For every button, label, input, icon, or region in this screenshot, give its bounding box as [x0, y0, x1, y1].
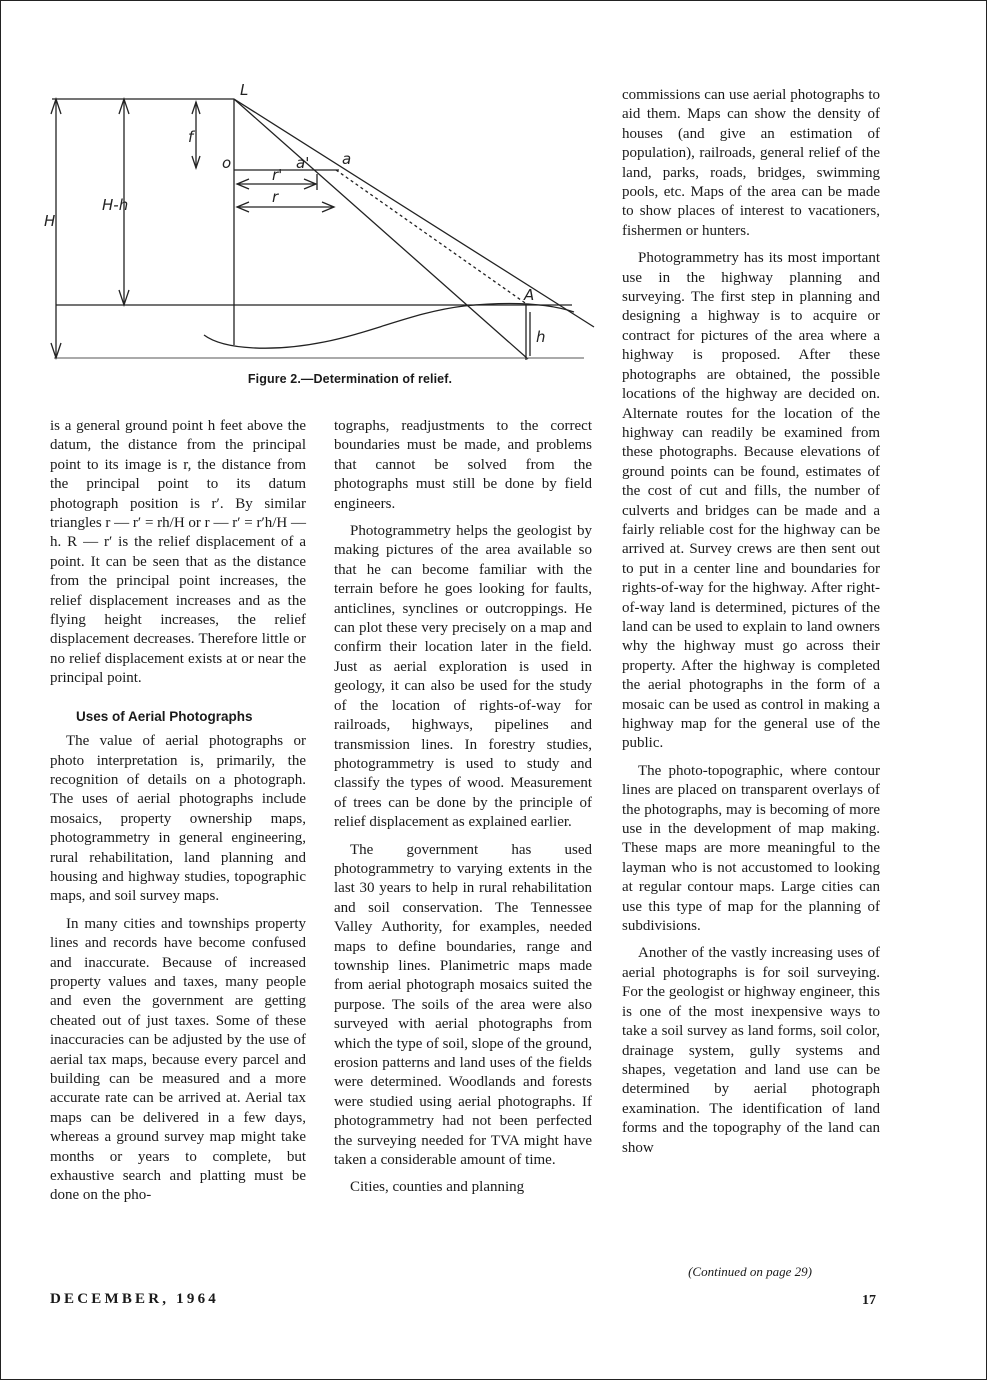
relief-figure: [44, 80, 600, 380]
paragraph: Photogrammetry helps the geologist by making pictures of the area available so that he can become familiar with the terrain before he goes looking for faults, anticlines, synclines or outcroppings. He can plot these very precisely on a map and confirm their location later in the field. Just as aerial exploration is used in geology, it can also be used for the study of the location of rights-of-way for railroads, highways, pipelines and transmission lines. In forestry studies, photogrammetry is used to study and classify the types of wood. Measurement of trees can be done by the principle of relief displacement as explained earlier.: [334, 523, 592, 831]
ray-to-datum: [234, 99, 528, 359]
paragraph: The value of aerial photographs or photo interpretation is, primarily, the recognition of details on a photograph. The uses of aerial photographs include mosaics, property ownership maps, photogrammetry in general engineering, rural rehabilitation, land planning and housing and highway studies, topographic maps, and soil survey maps.: [50, 733, 306, 905]
paragraph: is a general ground point h feet above the datum, the distance from the principal point to its image is r, the distance from the principal point to its datum photograph position is r′. By similar triangles r — r′ = rh/H or r — r′ = r′h/H — h. R — r′ is the relief displacement of a point. It can be seen that as the distance from the principal point increases, the relief displacement increases and as the flying height increases, the relief displacement decreases. Therefore little or no relief displacement exists at or near the principal point.: [50, 418, 306, 687]
page-number: 17: [862, 1293, 876, 1308]
paragraph: The photo-topographic, where contour lines are placed on transparent overlays of the photographs, may is becoming of more use in the development of map making. These maps are more meaningful to the layman who is not accustomed to looking at regular contour maps. Large cities can use this type of map for the planning of subdivisions.: [622, 762, 880, 935]
label-h: h: [536, 328, 546, 346]
figure-caption: Figure 2.—Determination of relief.: [247, 372, 453, 386]
relief-diagram: [44, 80, 600, 380]
ray-to-ground-point: [234, 99, 594, 327]
issue-date: DECEMBER, 1964: [50, 1291, 219, 1307]
column-2: [334, 417, 592, 1198]
dotted-ray: [336, 170, 528, 305]
label-H: H: [44, 212, 56, 230]
label-A: A: [524, 286, 535, 304]
paragraph: In many cities and townships property lines and records have become confused and inaccurate. Because of increased property values and taxes, many people and even the government are getting cheated out of just taxes. Some of these inaccuracies can be adjusted by the use of aerial tax maps, because every parcel and building can be measured and a more accurate rate can be arrived at. Aerial tax maps can be delivered in a few days, whereas a ground survey map might take months or years to complete, but exhaustive search and platting must be done on the pho-: [50, 915, 306, 1204]
paragraph: Photogrammetry has its most important use in the highway planning and surveying. The first step in planning and designing a highway is to acquire or contract for pictures of the area where a highway is proposed. After these photographs are obtained, the possible locations of the highway are decided on. Alternate routes for the location of the highway can readily be examined from these photographs. Because elevations of ground points can be found, estimates of the cost of cut and fills, the number of culverts and bridges can be made and a fairly reliable cost for the highway can be arrived at. Survey crews are then sent out to put in a center line and boundaries for rights-of-way for the highway. After right-of-way land is determined, pictures of the land can be used to explain to land owners why the highway must go across their property. After the highway is completed the aerial photographs in the form of a mosaic can be used as control in making a highway map for the general use of the public.: [622, 250, 880, 752]
column-3: [622, 86, 880, 1158]
label-f: f: [188, 128, 194, 146]
paragraph: tographs, readjustments to the correct boundaries must be made, and problems that cannot be solved from the photographs must still be done by field engineers.: [334, 418, 592, 512]
label-L: L: [240, 81, 249, 99]
paragraph: The government has used photogrammetry to varying extents in the last 30 years to help in rural rehabilitation and soil conservation. The Tennessee Valley Authority, for examples, needed maps to define boundaries, range and township lines. Planimetric maps made from aerial photograph mosaics suited the purpose. The soils of the area were also surveyed with aerial photographs from which the type of soil, slope of the ground, erosion patterns and land uses of the fields were determined. Woodlands and forests were studied using aerial photographs. If photogrammetry had not been perfected the surveying needed for TVA might have taken a considerable amount of time.: [334, 841, 592, 1169]
label-a: a: [342, 150, 352, 168]
label-o: o: [222, 154, 232, 172]
paragraph: Cities, counties and planning: [350, 1179, 525, 1196]
label-r-prime: r': [272, 166, 283, 184]
paragraph: Another of the vastly increasing uses of aerial photographs is for soil surveying. For the geologist or highway engineer, this is one of the most inexpensive ways to take a soil survey as land forms, soil color, drainage system, gully systems and shapes, vegetation and land use can be determined by aerial photograph examination. The identification of land forms and the topography of the land can show: [622, 945, 880, 1156]
continued-note: (Continued on page 29): [688, 1264, 812, 1279]
section-heading: Uses of Aerial Photographs: [76, 708, 253, 724]
column-1: [50, 417, 306, 1206]
paragraph: commissions can use aerial photographs to aid them. Maps can show the density of houses (and give an estimation of population), railroads, general relief of the land, parks, roads, bridges, swimming pools, etc. Maps of the area can be made to show places of interest to vacationers, fishermen or hunters.: [622, 87, 880, 239]
label-a-prime: a': [296, 154, 310, 172]
terrain-curve: [204, 304, 574, 349]
label-r: r: [272, 188, 279, 206]
label-H-minus-h: H-h: [102, 196, 129, 214]
